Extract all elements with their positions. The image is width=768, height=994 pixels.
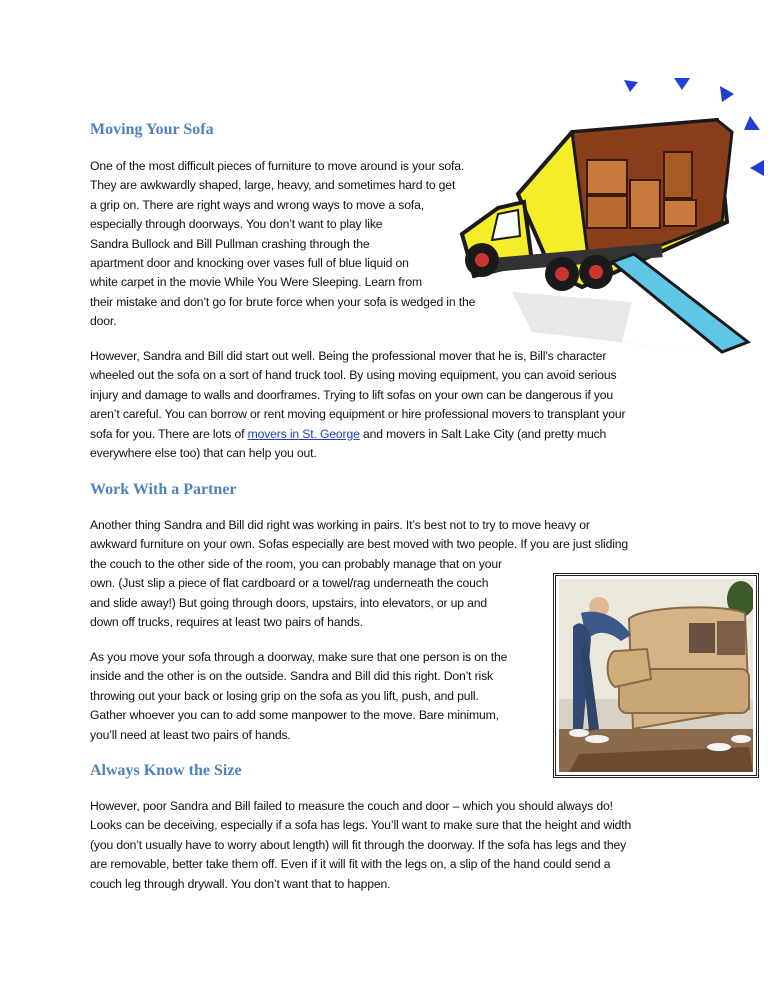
paragraph-partner-intro — [90, 516, 628, 632]
text-line: inside and the other is on the outside. Sandra and Bill did this right. Don’t risk — [90, 669, 493, 684]
text-line: However, poor Sandra and Bill failed to measure the couch and door – which you should always do! — [90, 799, 613, 813]
arrow-icon — [674, 78, 690, 90]
text-line: Sandra Bullock and Bill Pullman crashing through the — [90, 236, 370, 251]
moving-truck-illustration — [452, 72, 768, 357]
text-line: (you don’t usually have to worry about length) will fit through the doorway. If the sofa has legs and they — [90, 837, 627, 852]
paragraph-partner-doorway — [90, 648, 507, 745]
text-line: aren’t careful. You can borrow or rent moving equipment or hire professional movers to transplant your — [90, 407, 626, 422]
text-line: door. — [90, 314, 117, 329]
text-line: awkward furniture on your own. Sofas especially are best moved with two people. If you are just sliding — [90, 537, 629, 552]
text-line: the couch to the other side of the room, you can probably manage that on your — [90, 556, 502, 571]
heading-moving-your-sofa: Moving Your Sofa — [90, 121, 214, 138]
heading-work-with-partner: Work With a Partner — [90, 481, 237, 498]
text-line: own. (Just slip a piece of flat cardboard or a towel/rag underneath the couch — [90, 576, 489, 591]
text-line: One of the most difficult pieces of furniture to move around is your sofa. — [90, 159, 465, 173]
text-line: couch leg through drywall. You don’t want that to happen. — [90, 876, 391, 891]
text-line: are removable, better take them off. Even if it will fit with the legs on, a slip of the hand could send a — [90, 857, 611, 872]
paragraph-size — [90, 797, 631, 894]
heading-always-know-size: Always Know the Size — [90, 762, 242, 779]
loading-ramp — [612, 254, 748, 352]
text-line: you’ll need at least two pairs of hands. — [90, 727, 291, 742]
text-fragment: sofa for you. There are lots of — [90, 426, 248, 441]
text-line: However, Sandra and Bill did start out well. Being the professional mover that he is, Bill’s character — [90, 349, 607, 363]
text-line: down off trucks, requires at least two pairs of hands. — [90, 615, 363, 630]
text-line: They are awkwardly shaped, large, heavy, and sometimes hard to get — [90, 178, 456, 193]
text-line: a grip on. There are right ways and wrong ways to move a sofa, — [90, 197, 424, 212]
text-fragment: and movers in Salt Lake City (and pretty much — [359, 426, 607, 441]
sofa-moving-photo — [553, 573, 759, 778]
movers-st-george-link[interactable]: movers in St. George — [247, 426, 360, 441]
text-line: wheeled out the sofa on a sort of hand truck tool. By using moving equipment, you can avoid serious — [90, 368, 617, 383]
paragraph-sofa-intro — [90, 157, 475, 332]
text-line: Gather whoever you can to add some manpower to the move. Bare minimum, — [90, 708, 499, 723]
text-line: Another thing Sandra and Bill did right was working in pairs. It’s best not to try to move heavy or — [90, 518, 590, 532]
text-line-with-link — [90, 425, 625, 444]
text-line: injury and damage to walls and doorframes. Trying to lift sofas on your own can be dangerous if you — [90, 387, 614, 402]
text-line: Looks can be deceiving, especially if a sofa has legs. You’ll want to make sure that the height and width — [90, 818, 632, 833]
arrow-icon — [750, 160, 764, 176]
arrow-icon — [744, 116, 760, 130]
text-line: white carpet in the movie While You Were Sleeping. Learn from — [90, 275, 423, 290]
arrow-icon — [624, 80, 638, 92]
arrow-icon — [720, 86, 734, 102]
text-line: throwing out your back or losing grip on the sofa as you lift, push, and pull. — [90, 688, 479, 703]
text-line: everywhere else too) that can help you out. — [90, 446, 317, 461]
text-line: and slide away!) But going through doors, upstairs, into elevators, or up and — [90, 595, 487, 610]
paragraph-sofa-equipment — [90, 347, 625, 463]
text-line: apartment door and knocking over vases full of blue liquid on — [90, 256, 409, 271]
text-line: As you move your sofa through a doorway, make sure that one person is on the — [90, 650, 508, 664]
text-line: especially through doorways. You don’t want to play like — [90, 217, 383, 232]
text-line: their mistake and don’t go for brute force when your sofa is wedged in the — [90, 294, 476, 309]
